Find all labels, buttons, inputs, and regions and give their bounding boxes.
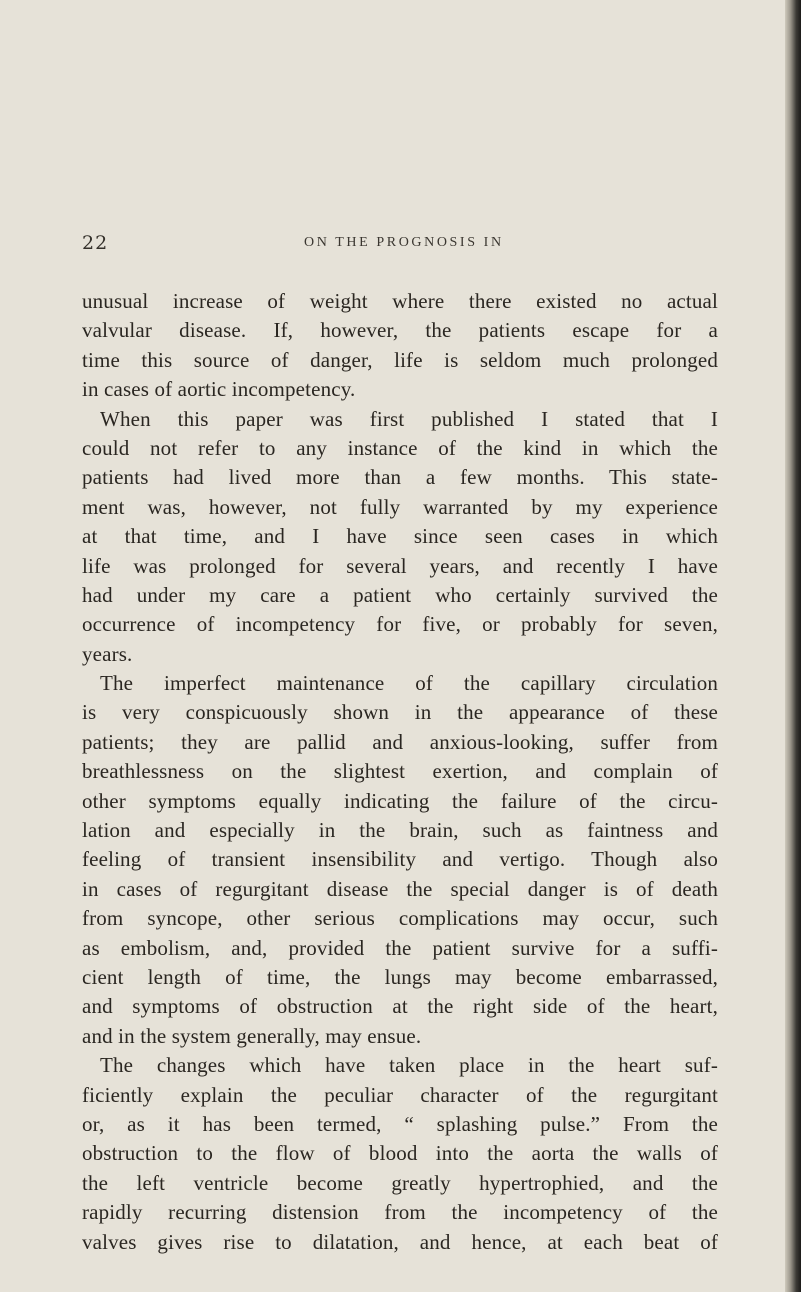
- body-text: [82, 287, 718, 1257]
- text-line: from syncope, other serious complications may occur, such: [82, 906, 718, 931]
- running-head: [82, 232, 702, 254]
- text-line: years.: [82, 641, 133, 666]
- text-line: in cases of aortic incompetency.: [82, 377, 356, 402]
- text-line: lation and especially in the brain, such as faintness and: [82, 818, 718, 843]
- page-number: 22: [82, 232, 109, 254]
- text-line: and symptoms of obstruction at the right side of the heart,: [82, 994, 718, 1019]
- text-line: obstruction to the flow of blood into the aorta the walls of: [82, 1141, 718, 1166]
- text-line: ficiently explain the peculiar character of the regurgitant: [82, 1082, 718, 1107]
- text-line: in cases of regurgitant disease the special danger is of death: [82, 876, 718, 901]
- running-title: ON THE PROGNOSIS IN: [304, 235, 504, 250]
- text-line: rapidly recurring distension from the incompetency of the: [82, 1200, 718, 1225]
- text-line: cient length of time, the lungs may become embarrassed,: [82, 964, 718, 989]
- text-line: feeling of transient insensibility and vertigo. Though also: [82, 847, 718, 872]
- text-line: valves gives rise to dilatation, and hence, at each beat of: [82, 1229, 718, 1254]
- text-line: time this source of danger, life is seldom much prolonged: [82, 347, 718, 372]
- text-line: patients; they are pallid and anxious-looking, suffer from: [82, 729, 718, 754]
- text-line: is very conspicuously shown in the appearance of these: [82, 700, 718, 725]
- text-line: or, as it has been termed, “ splashing pulse.” From the: [82, 1111, 718, 1136]
- text-line: ment was, however, not fully warranted by my experience: [82, 494, 718, 519]
- text-line: as embolism, and, provided the patient survive for a suffi-: [82, 935, 718, 960]
- text-line: unusual increase of weight where there existed no actual: [82, 289, 718, 313]
- text-line: The imperfect maintenance of the capillary circulation: [100, 671, 718, 696]
- text-line: could not refer to any instance of the kind in which the: [82, 435, 718, 460]
- text-line: at that time, and I have since seen cases in which: [82, 524, 718, 549]
- text-line: and in the system generally, may ensue.: [82, 1023, 422, 1048]
- text-line: other symptoms equally indicating the failure of the circu-: [82, 788, 718, 813]
- page-gutter-edge: [785, 0, 801, 1292]
- text-line: occurrence of incompetency for five, or probably for seven,: [82, 612, 718, 637]
- text-line: When this paper was first published I stated that I: [100, 406, 718, 431]
- text-line: The changes which have taken place in the heart suf-: [100, 1053, 718, 1078]
- text-line: patients had lived more than a few months. This state-: [82, 465, 718, 490]
- text-line: breathlessness on the slightest exertion, and complain of: [82, 759, 718, 784]
- text-line: had under my care a patient who certainly survived the: [82, 582, 718, 607]
- text-line: valvular disease. If, however, the patients escape for a: [82, 318, 718, 343]
- text-line: life was prolonged for several years, and recently I have: [82, 553, 718, 578]
- text-line: the left ventricle become greatly hypertrophied, and the: [82, 1170, 718, 1195]
